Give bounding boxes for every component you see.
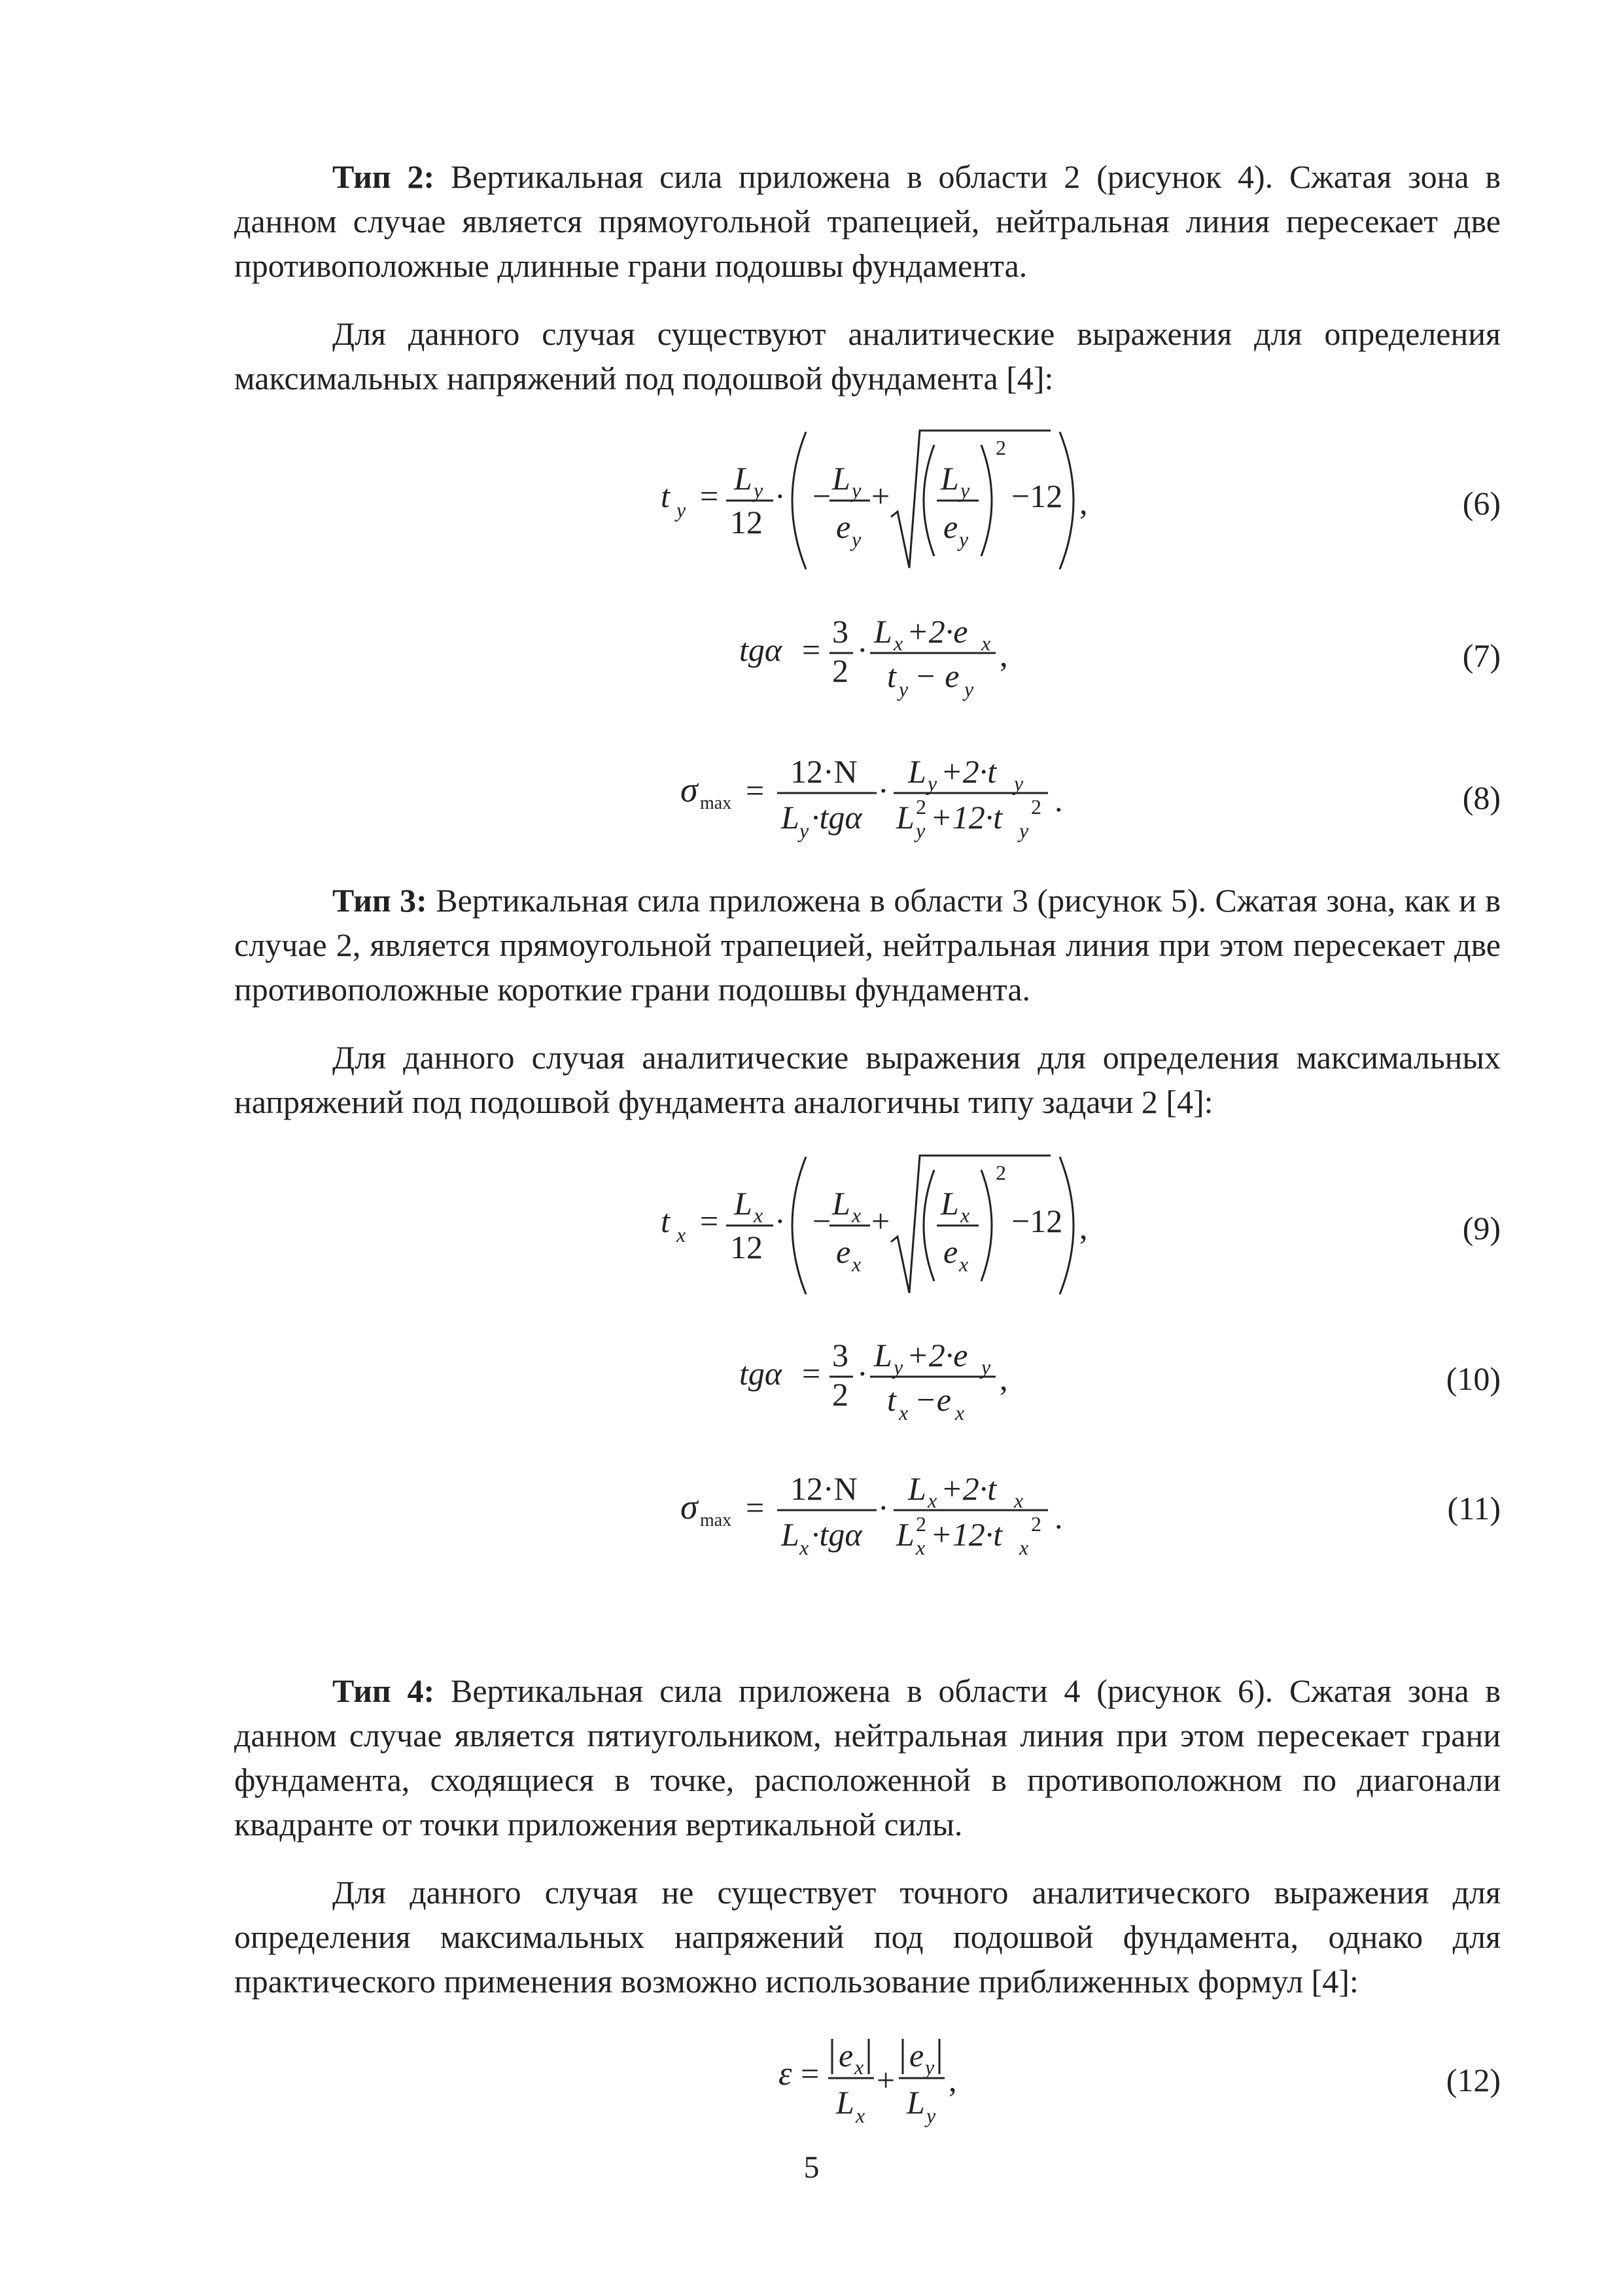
svg-text:·: · xyxy=(857,631,868,668)
svg-text:ε: ε xyxy=(778,2055,792,2093)
svg-text:12: 12 xyxy=(730,504,763,540)
svg-text:y: y xyxy=(852,478,862,502)
svg-text:− e: − e xyxy=(915,658,960,694)
svg-text:y: y xyxy=(1019,819,1029,842)
svg-text:x: x xyxy=(894,631,903,655)
svg-text:L: L xyxy=(896,799,915,836)
svg-text:e: e xyxy=(943,508,958,545)
svg-text:x: x xyxy=(899,1401,909,1424)
svg-text:+2·t: +2·t xyxy=(941,1470,997,1507)
svg-text:x: x xyxy=(754,1203,763,1227)
type3-label: Тип 3: xyxy=(332,882,427,919)
svg-text:−e: −e xyxy=(915,1381,951,1418)
svg-text:y: y xyxy=(899,677,909,701)
intro-type3-text: Для данного случая аналитические выражения для определения максимальных напряжений под подошвой фундамента аналогичны типу задачи 2 [4]: xyxy=(234,1039,1501,1120)
svg-text:·: · xyxy=(878,1489,889,1526)
svg-text:2: 2 xyxy=(1031,1512,1041,1536)
svg-text:t: t xyxy=(661,1203,670,1239)
svg-text:y: y xyxy=(981,1355,991,1379)
svg-text:+2·e: +2·e xyxy=(907,613,968,650)
paragraph-type3 xyxy=(234,878,1501,1012)
type2-label: Тип 2: xyxy=(332,158,435,195)
svg-text:x: x xyxy=(852,1203,862,1227)
svg-text:L: L xyxy=(941,1185,959,1222)
svg-text:x: x xyxy=(852,1252,862,1276)
svg-text:y: y xyxy=(926,2104,936,2127)
svg-text:e: e xyxy=(943,1233,958,1270)
type2-text: Вертикальная сила приложена в области 2 (рисунок 4). Сжатая зона в данном случае является прямоугольной трапецией, нейтральная линия пересекает две противоположные длинные грани подошвы фундамента. xyxy=(234,158,1501,284)
svg-text:L: L xyxy=(832,1185,850,1222)
paragraph-intro-type2 xyxy=(234,311,1501,400)
svg-text:+12·t: +12·t xyxy=(930,799,1003,836)
paragraph-type4 xyxy=(234,1669,1501,1846)
svg-text:L: L xyxy=(832,460,850,497)
equation-11 xyxy=(680,1463,1073,1574)
svg-text:x: x xyxy=(959,1252,969,1276)
svg-text:x: x xyxy=(856,2104,865,2127)
svg-text:y: y xyxy=(925,2055,935,2079)
svg-text:=: = xyxy=(746,1489,765,1526)
svg-text:y: y xyxy=(852,527,862,551)
svg-text:y: y xyxy=(928,771,937,795)
svg-text:,: , xyxy=(1000,637,1008,673)
svg-text:x: x xyxy=(1019,1536,1029,1559)
svg-text:,: , xyxy=(1079,1209,1088,1246)
svg-text:y: y xyxy=(1014,771,1024,795)
svg-text:2: 2 xyxy=(1031,795,1041,819)
svg-text:·tgα: ·tgα xyxy=(811,1516,862,1553)
equation-10 xyxy=(739,1332,1027,1437)
svg-text:t: t xyxy=(887,1381,896,1418)
svg-text:x: x xyxy=(981,631,991,655)
type4-text: Вертикальная сила приложена в области 4 (рисунок 6). Сжатая зона в данном случае является пятиугольником, нейтральная линия при этом пересекает грани фундамента, сходящиеся в точке, расположенной в противоположном по диагонали квадранте от точки приложения вертикальной силы. xyxy=(234,1672,1501,1843)
page-number: 5 xyxy=(803,2150,820,2185)
svg-text:x: x xyxy=(916,1536,926,1559)
svg-text:σ: σ xyxy=(680,770,698,809)
svg-text:y: y xyxy=(894,1355,903,1379)
svg-text:x: x xyxy=(955,1401,965,1424)
intro-type4-text: Для данного случая не существует точного аналитического выражения для определения максимальных напряжений под подошвой фундамента, однако для практического применения возможно использование приближенных формул [4]: xyxy=(234,1874,1501,2000)
svg-text:2: 2 xyxy=(996,436,1006,459)
equation-12-number: (12) xyxy=(1446,2062,1501,2098)
svg-text:L: L xyxy=(908,753,926,790)
svg-text:tgα: tgα xyxy=(739,631,782,668)
svg-text:max: max xyxy=(700,793,732,813)
svg-text:,: , xyxy=(1000,1360,1008,1397)
svg-text:=: = xyxy=(700,478,719,514)
svg-text:max: max xyxy=(700,1510,732,1530)
intro-type2-text: Для данного случая существуют аналитические выражения для определения максимальных напряжений под подошвой фундамента [4]: xyxy=(234,315,1501,397)
svg-text:L: L xyxy=(734,1185,752,1222)
svg-text:L: L xyxy=(896,1516,915,1553)
svg-text:e: e xyxy=(909,2037,924,2074)
svg-text:.: . xyxy=(1055,782,1063,819)
svg-text:x: x xyxy=(799,1536,809,1559)
svg-text:2: 2 xyxy=(916,795,926,819)
svg-text:L: L xyxy=(781,1516,799,1553)
svg-text:·tgα: ·tgα xyxy=(811,799,862,836)
svg-text:2: 2 xyxy=(832,652,848,689)
svg-text:L: L xyxy=(941,460,959,497)
svg-text:=: = xyxy=(802,1355,821,1392)
svg-text:3: 3 xyxy=(832,613,848,650)
svg-text:+: + xyxy=(871,1203,890,1239)
svg-text:tgα: tgα xyxy=(739,1355,782,1392)
svg-text:−12: −12 xyxy=(1011,478,1063,514)
svg-text:x: x xyxy=(854,2055,864,2079)
svg-text:e: e xyxy=(839,2037,854,2074)
svg-text:L: L xyxy=(836,2084,854,2121)
svg-text:·: · xyxy=(775,478,786,514)
svg-text:+: + xyxy=(871,478,890,514)
svg-text:L: L xyxy=(734,460,752,497)
svg-text:+2·e: +2·e xyxy=(907,1337,968,1373)
svg-text:·: · xyxy=(775,1203,786,1239)
type3-text: Вертикальная сила приложена в области 3 (рисунок 5). Сжатая зона, как и в случае 2, является прямоугольной трапецией, нейтральная линия при этом пересекает две противоположные короткие грани подошвы фундамента. xyxy=(234,882,1501,1008)
svg-text:−: − xyxy=(812,1203,831,1239)
svg-text:12: 12 xyxy=(730,1229,763,1265)
equation-11-number: (11) xyxy=(1447,1490,1501,1527)
svg-text:·: · xyxy=(878,772,889,809)
equation-12 xyxy=(778,2026,988,2144)
paragraph-intro-type4 xyxy=(234,1870,1501,2004)
svg-text:=: = xyxy=(700,1203,719,1239)
svg-text:L: L xyxy=(874,613,892,650)
svg-text:L: L xyxy=(908,1470,926,1507)
svg-text:=: = xyxy=(746,772,765,809)
svg-text:.: . xyxy=(1055,1499,1063,1536)
svg-text:2: 2 xyxy=(916,1512,926,1536)
svg-text:L: L xyxy=(781,799,799,836)
svg-text:y: y xyxy=(959,527,969,551)
svg-text:·: · xyxy=(857,1355,868,1392)
svg-text:y: y xyxy=(754,478,763,502)
type4-label: Тип 4: xyxy=(332,1672,435,1709)
svg-text:σ: σ xyxy=(680,1487,698,1527)
svg-text:12·N: 12·N xyxy=(790,753,858,790)
svg-text:,: , xyxy=(949,2062,957,2098)
svg-text:2: 2 xyxy=(996,1161,1006,1184)
svg-text:12·N: 12·N xyxy=(790,1470,858,1507)
svg-text:2: 2 xyxy=(832,1376,848,1413)
svg-text:y: y xyxy=(964,677,974,701)
svg-text:t: t xyxy=(887,658,896,694)
svg-text:e: e xyxy=(836,1233,851,1270)
equation-8-number: (8) xyxy=(1462,779,1501,816)
equation-6 xyxy=(661,419,1119,576)
equation-9-number: (9) xyxy=(1462,1210,1501,1246)
svg-text:=: = xyxy=(801,2055,820,2092)
svg-text:y: y xyxy=(916,819,926,842)
svg-text:x: x xyxy=(676,1223,686,1246)
equation-7 xyxy=(739,609,1027,713)
paragraph-type2 xyxy=(234,154,1501,288)
equation-10-number: (10) xyxy=(1446,1360,1501,1397)
svg-text:,: , xyxy=(1079,484,1088,521)
svg-text:+12·t: +12·t xyxy=(930,1516,1003,1553)
equation-6-number: (6) xyxy=(1462,485,1501,521)
svg-text:+2·t: +2·t xyxy=(941,753,997,790)
svg-text:y: y xyxy=(676,498,686,521)
equation-7-number: (7) xyxy=(1462,637,1501,674)
svg-text:y: y xyxy=(799,819,809,842)
svg-text:L: L xyxy=(907,2084,925,2121)
svg-text:−12: −12 xyxy=(1011,1203,1063,1239)
svg-text:+: + xyxy=(877,2062,896,2098)
svg-text:L: L xyxy=(874,1337,892,1373)
eq6-lhs: t xyxy=(661,478,670,514)
svg-text:x: x xyxy=(960,1203,970,1227)
svg-text:3: 3 xyxy=(832,1337,848,1373)
svg-text:x: x xyxy=(928,1489,937,1512)
svg-text:−: − xyxy=(812,478,831,514)
svg-text:y: y xyxy=(960,478,970,502)
equation-8 xyxy=(680,746,1073,857)
equation-9 xyxy=(661,1144,1119,1301)
svg-text:=: = xyxy=(802,631,821,668)
svg-text:x: x xyxy=(1014,1489,1024,1512)
paragraph-intro-type3 xyxy=(234,1035,1501,1124)
svg-text:e: e xyxy=(836,508,851,545)
